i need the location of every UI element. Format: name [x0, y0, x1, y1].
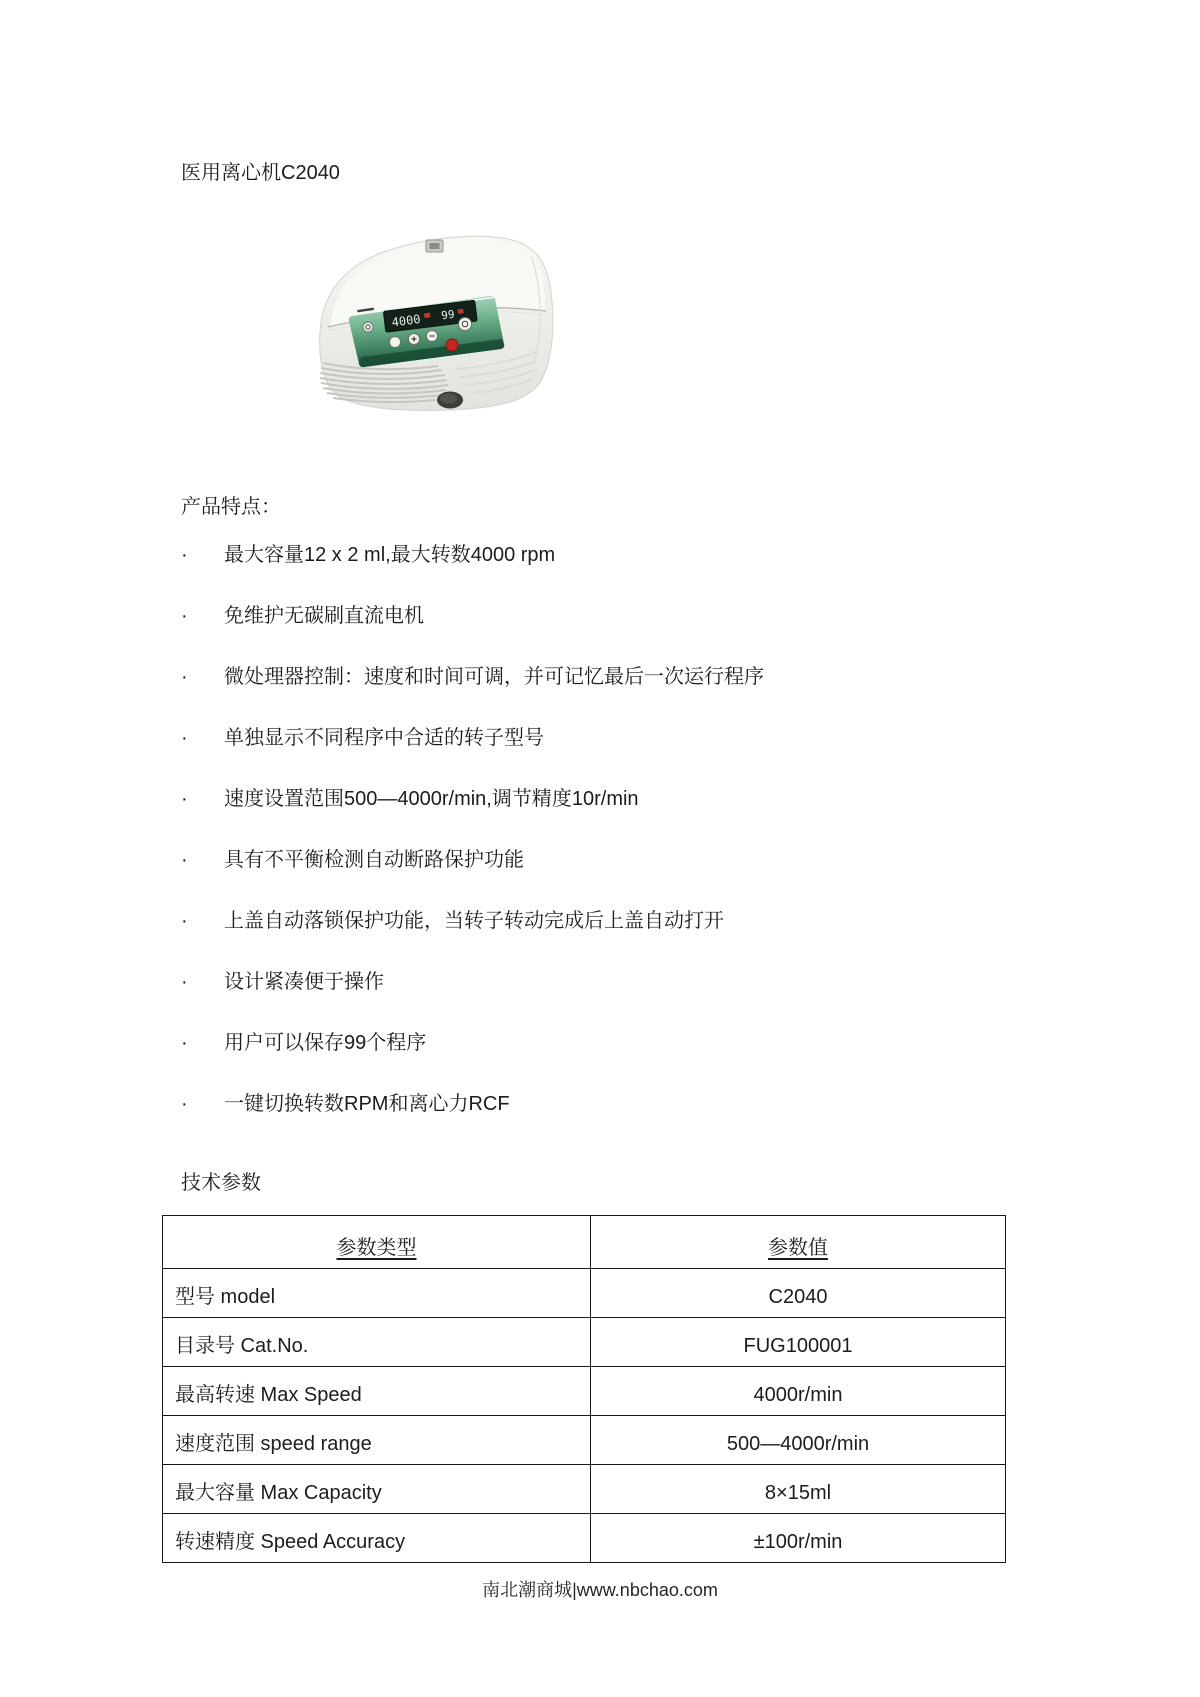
param-label: 最大容量 Max Capacity: [163, 1465, 591, 1514]
feature-text: 最大容量12 x 2 ml,最大转数4000 rpm: [224, 544, 556, 566]
feature-text: 具有不平衡检测自动断路保护功能: [224, 849, 524, 871]
specs-heading: 技术参数: [181, 1172, 261, 1194]
panel-button: [390, 337, 401, 348]
feature-item: [181, 542, 555, 568]
feature-item: [181, 969, 384, 995]
param-label: 转速精度 Speed Accuracy: [163, 1514, 591, 1563]
table-row: [163, 1465, 1006, 1514]
bullet-icon: ·: [181, 849, 188, 871]
column-header-param-type: 参数类型: [163, 1216, 591, 1269]
feature-text: 设计紧凑便于操作: [224, 971, 384, 993]
page-footer: [0, 1576, 1200, 1602]
display-speed-unit-led: [424, 313, 431, 318]
display-time-unit-led: [458, 309, 464, 314]
panel-button: [459, 318, 472, 331]
bullet-icon: ·: [181, 788, 188, 810]
footer-brand: 南北潮商城: [482, 1580, 573, 1600]
table-row: [163, 1367, 1006, 1416]
param-label: 型号 model: [163, 1269, 591, 1318]
table-row: [163, 1514, 1006, 1563]
param-value: 4000r/min: [591, 1367, 1006, 1416]
table-row: [163, 1318, 1006, 1367]
param-label: 最高转速 Max Speed: [163, 1367, 591, 1416]
feature-text: 微处理器控制：速度和时间可调，并可记忆最后一次运行程序: [224, 666, 764, 688]
feature-text: 单独显示不同程序中合适的转子型号: [224, 727, 544, 749]
feature-item: [181, 725, 544, 751]
bullet-icon: ·: [181, 605, 188, 627]
specs-table: [162, 1215, 1006, 1563]
feature-item: [181, 786, 639, 812]
display-time-value: 99: [440, 307, 456, 323]
feature-item: [181, 603, 424, 629]
features-heading: 产品特点：: [181, 496, 281, 518]
page-title: 医用离心机C2040: [181, 162, 340, 184]
feature-item: [181, 664, 764, 690]
front-knob: [437, 392, 463, 409]
feature-text: 速度设置范围500—4000r/min,调节精度10r/min: [224, 788, 639, 810]
bullet-icon: ·: [181, 910, 188, 932]
param-label: 速度范围 speed range: [163, 1416, 591, 1465]
feature-text: 一键切换转数RPM和离心力RCF: [224, 1093, 510, 1115]
param-label: 目录号 Cat.No.: [163, 1318, 591, 1367]
feature-item: [181, 847, 524, 873]
display-speed-value: 4000: [390, 312, 422, 330]
product-image: [298, 214, 562, 420]
feature-item: [181, 1030, 426, 1056]
lid-latch: [426, 240, 443, 252]
table-row: [163, 1416, 1006, 1465]
bullet-icon: ·: [181, 727, 188, 749]
bullet-icon: ·: [181, 544, 188, 566]
feature-item: [181, 908, 724, 934]
param-value: C2040: [591, 1269, 1006, 1318]
feature-text: 免维护无碳刷直流电机: [224, 605, 424, 627]
param-value: FUG100001: [591, 1318, 1006, 1367]
panel-button: [363, 322, 373, 332]
bullet-icon: ·: [181, 1093, 188, 1115]
bullet-icon: ·: [181, 1032, 188, 1054]
column-header-param-value: 参数值: [591, 1216, 1006, 1269]
bullet-icon: ·: [181, 666, 188, 688]
bullet-icon: ·: [181, 971, 188, 993]
feature-text: 上盖自动落锁保护功能，当转子转动完成后上盖自动打开: [224, 910, 724, 932]
feature-text: 用户可以保存99个程序: [224, 1032, 427, 1054]
start-stop-button: [446, 339, 458, 351]
feature-item: [181, 1091, 510, 1117]
param-value: 500—4000r/min: [591, 1416, 1006, 1465]
param-value: ±100r/min: [591, 1514, 1006, 1563]
table-row: [163, 1269, 1006, 1318]
footer-separator: |: [572, 1580, 577, 1600]
footer-url: www.nbchao.com: [576, 1580, 718, 1600]
table-header-row: [163, 1216, 1006, 1269]
centrifuge-illustration: [298, 214, 562, 420]
param-value: 8×15ml: [591, 1465, 1006, 1514]
